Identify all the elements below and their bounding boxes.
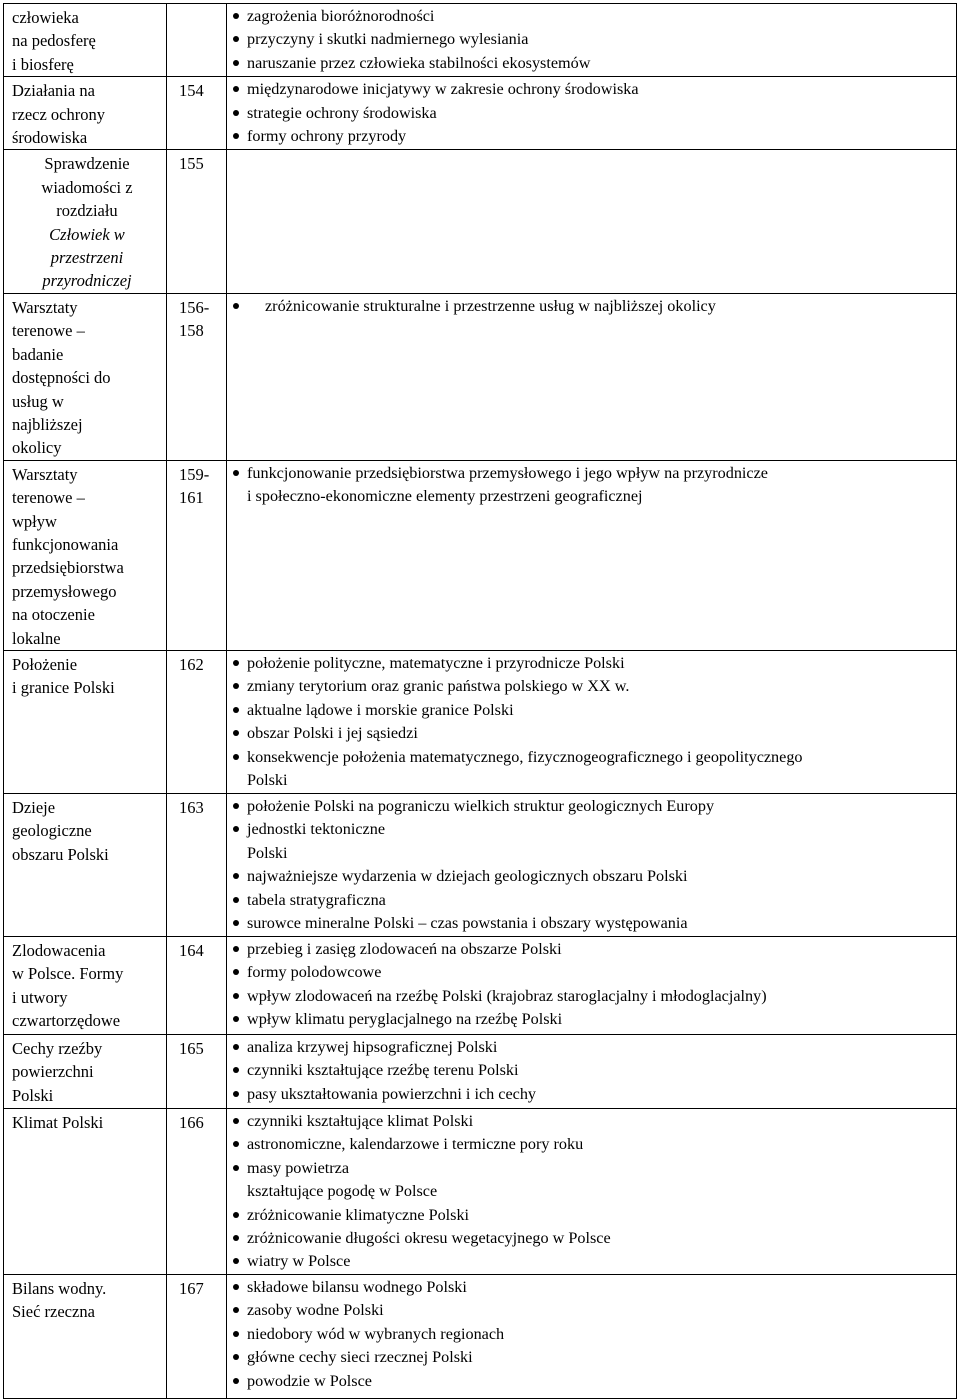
topic-line: usług w (12, 391, 64, 411)
list-item: kształtujące pogodę w Polsce (247, 1182, 438, 1201)
topic-line: terenowe – (12, 488, 85, 508)
content-list (227, 5, 956, 75)
topic-line: Sprawdzenie (44, 154, 130, 174)
topic-line: na otoczenie (12, 605, 95, 625)
list-item: tabela stratygraficzna (227, 889, 956, 912)
list-item: zróżnicowanie długości okresu wegetacyjnego w Polsce (227, 1227, 956, 1250)
list-item: formy polodowcowe (227, 961, 956, 984)
list-item: analiza krzywej hipsograficznej Polski (227, 1036, 956, 1059)
topic-line: Działania na (12, 81, 95, 101)
list-item: wpływ zlodowaceń na rzeźbę Polski (krajobraz staroglacjalny i młodoglacjalny) (227, 985, 956, 1008)
content-list (227, 795, 956, 935)
topic-line: i utwory (12, 987, 68, 1007)
table-row (4, 150, 957, 293)
lesson-number: 163 (179, 797, 204, 817)
content-cell (227, 936, 957, 1034)
table-row (4, 4, 957, 77)
content-cell (227, 1108, 957, 1274)
topic-line: rzecz ochrony (12, 104, 105, 124)
content-cell (227, 460, 957, 650)
topic-line: Człowiek w (49, 224, 125, 244)
list-item: konsekwencje położenia matematycznego, fizycznogeograficznego i geopolitycznego (227, 746, 956, 769)
lesson-number-cell (167, 4, 227, 77)
topic-line: dostępności do (12, 368, 111, 388)
content-cell (227, 150, 957, 293)
topic-line: Zlodowacenia (12, 940, 106, 960)
list-item: zasoby wodne Polski (227, 1299, 956, 1322)
list-item: i społeczno-ekonomiczne elementy przestrzeni geograficznej (247, 487, 643, 506)
lesson-number-cell (167, 293, 227, 460)
list-item: Polski (247, 843, 288, 862)
list-item: składowe bilansu wodnego Polski (227, 1276, 956, 1299)
topic-line: środowiska (12, 128, 88, 148)
list-item: przebieg i zasięg zlodowaceń na obszarze Polski (227, 938, 956, 961)
content-cell (227, 293, 957, 460)
content-list (227, 938, 956, 1032)
content-cell (227, 650, 957, 793)
lesson-number: 162 (179, 654, 204, 674)
content-list (227, 1276, 956, 1393)
table-row (4, 77, 957, 150)
lesson-number: 154 (179, 81, 204, 101)
lesson-number: 166 (179, 1112, 204, 1132)
list-item: zmiany terytorium oraz granic państwa polskiego w XX w. (227, 675, 956, 698)
list-item: czynniki kształtujące klimat Polski (227, 1110, 956, 1133)
topic-cell (4, 793, 167, 936)
list-item: funkcjonowanie przedsiębiorstwa przemysłowego i jego wpływ na przyrodnicze (227, 462, 956, 485)
list-item: powodzie w Polsce (227, 1370, 956, 1393)
topic-line: człowieka (12, 8, 79, 27)
list-item: międzynarodowe inicjatywy w zakresie ochrony środowiska (227, 78, 956, 101)
table-row (4, 1034, 957, 1108)
content-list (227, 462, 956, 509)
topic-line: obszaru Polski (12, 844, 109, 864)
list-item: zróżnicowanie klimatyczne Polski (227, 1204, 956, 1227)
table-row (4, 293, 957, 460)
topic-line: Klimat Polski (12, 1112, 104, 1132)
list-item: główne cechy sieci rzecznej Polski (227, 1346, 956, 1369)
topic-line: rozdziału (56, 201, 118, 221)
topic-line: na pedosferę (12, 31, 96, 51)
topic-line: Położenie (12, 654, 78, 674)
list-item: jednostki tektoniczne (227, 818, 956, 841)
list-item: wpływ klimatu peryglacjalnego na rzeźbę Polski (227, 1008, 956, 1031)
lesson-number: 155 (179, 154, 204, 174)
topic-line: geologiczne (12, 821, 92, 841)
topic-line: przedsiębiorstwa (12, 558, 124, 578)
table-row (4, 936, 957, 1034)
topic-line: i granice Polski (12, 678, 115, 698)
topic-line: funkcjonowania (12, 534, 119, 554)
lesson-number-cell (167, 77, 227, 150)
topic-line: przyrodniczej (42, 271, 132, 291)
lesson-number-cell (167, 1034, 227, 1108)
content-cell (227, 4, 957, 77)
list-item: strategie ochrony środowiska (227, 102, 956, 125)
table-row (4, 650, 957, 793)
lesson-number-cell (167, 650, 227, 793)
lesson-number-cell (167, 793, 227, 936)
topic-line: Sieć rzeczna (12, 1302, 95, 1322)
list-item: wiatry w Polsce (227, 1250, 956, 1273)
topic-cell (4, 1108, 167, 1274)
lesson-number: 156- (179, 297, 210, 317)
list-item: niedobory wód w wybranych regionach (227, 1323, 956, 1346)
list-item: położenie Polski na pograniczu wielkich struktur geologicznych Europy (227, 795, 956, 818)
list-item: pasy ukształtowania powierzchni i ich cechy (227, 1083, 956, 1106)
topic-cell (4, 1034, 167, 1108)
topic-line: czwartorzędowe (12, 1011, 121, 1031)
list-item: Polski (247, 771, 288, 789)
content-cell (227, 77, 957, 150)
topic-line: badanie (12, 344, 64, 364)
content-list (227, 1036, 956, 1106)
list-item: czynniki kształtujące rzeźbę terenu Polski (227, 1059, 956, 1082)
content-cell (227, 1034, 957, 1108)
lesson-number: 164 (179, 940, 204, 960)
topic-line: i biosferę (12, 54, 74, 74)
topic-cell (4, 650, 167, 793)
list-item: aktualne lądowe i morskie granice Polski (227, 699, 956, 722)
topic-cell (4, 150, 167, 293)
lesson-number-cell (167, 150, 227, 293)
syllabus-table (3, 3, 957, 1399)
topic-line: powierzchni (12, 1062, 94, 1082)
topic-line: okolicy (12, 438, 62, 458)
content-list (227, 295, 956, 318)
topic-line: wpływ (12, 511, 57, 531)
topic-line: wiadomości z (41, 177, 133, 197)
topic-line: Warsztaty (12, 464, 78, 484)
list-item: masy powietrza (227, 1157, 956, 1180)
lesson-number: 167 (179, 1278, 204, 1298)
topic-line: najbliższej (12, 414, 83, 434)
list-item: surowce mineralne Polski – czas powstania i obszary występowania (227, 912, 956, 935)
lesson-number: 159- (179, 464, 210, 484)
topic-line: przemysłowego (12, 581, 117, 601)
topic-line: przestrzeni (50, 248, 124, 268)
lesson-number: 161 (179, 488, 204, 508)
topic-cell (4, 293, 167, 460)
lesson-number-cell (167, 1108, 227, 1274)
list-item: naruszanie przez człowieka stabilności ekosystemów (227, 52, 956, 75)
content-list (227, 652, 956, 792)
topic-line: terenowe – (12, 321, 85, 341)
lesson-number: 165 (179, 1038, 204, 1058)
list-item: zróżnicowanie strukturalne i przestrzenne usług w najbliższej okolicy (227, 295, 956, 318)
topic-line: lokalne (12, 628, 61, 648)
list-item: najważniejsze wydarzenia w dziejach geologicznych obszaru Polski (227, 865, 956, 888)
list-item: astronomiczne, kalendarzowe i termiczne pory roku (227, 1133, 956, 1156)
topic-cell (4, 4, 167, 77)
topic-cell (4, 460, 167, 650)
topic-cell (4, 77, 167, 150)
table-row (4, 1108, 957, 1274)
topic-line: Bilans wodny. (12, 1278, 107, 1298)
topic-line: Dzieje (12, 797, 56, 817)
lesson-number: 158 (179, 321, 204, 341)
content-list (227, 1110, 956, 1274)
list-item: położenie polityczne, matematyczne i przyrodnicze Polski (227, 652, 956, 675)
topic-line: w Polsce. Formy (12, 964, 124, 984)
lesson-number-cell (167, 936, 227, 1034)
table-row (4, 793, 957, 936)
topic-line: Warsztaty (12, 297, 78, 317)
topic-line: Polski (12, 1085, 54, 1105)
list-item: przyczyny i skutki nadmiernego wylesiania (227, 28, 956, 51)
list-item: formy ochrony przyrody (227, 125, 956, 148)
table-row (4, 460, 957, 650)
topic-cell (4, 936, 167, 1034)
lesson-number-cell (167, 460, 227, 650)
list-item: obszar Polski i jej sąsiedzi (227, 722, 956, 745)
content-cell (227, 793, 957, 936)
content-list (227, 78, 956, 148)
topic-line: Cechy rzeźby (12, 1038, 103, 1058)
list-item: zagrożenia bioróżnorodności (227, 5, 956, 28)
